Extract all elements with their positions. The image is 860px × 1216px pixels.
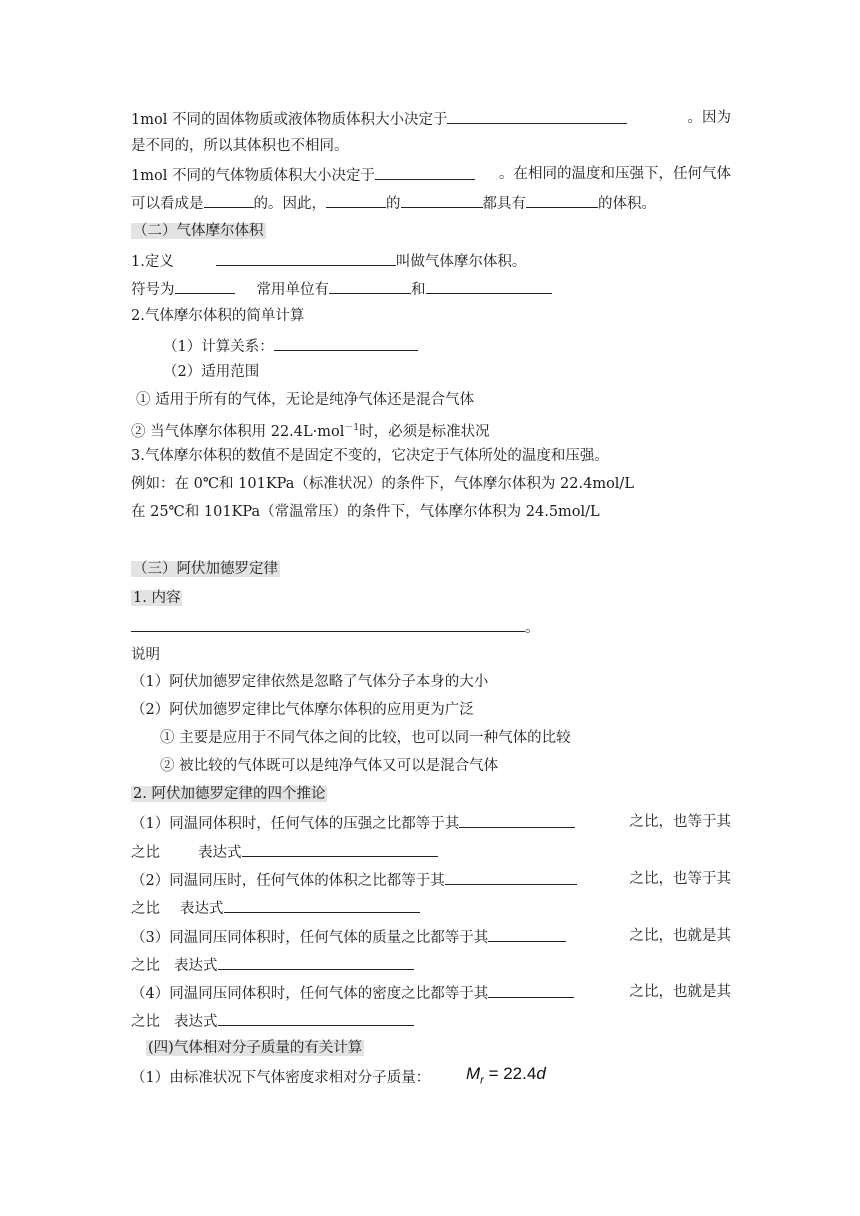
text: 表达式	[198, 845, 242, 861]
line-inference-4-expr	[131, 1010, 731, 1032]
text: 3.气体摩尔体积的数值不是固定不变的，它决定于气体所处的温度和压强。	[131, 448, 609, 464]
text: ① 主要是应用于不同气体之间的比较，也可以同一种气体的比较	[160, 730, 571, 746]
line-text	[131, 672, 731, 692]
text: 1.定义	[131, 254, 174, 270]
line-content-blank	[131, 616, 731, 638]
line-inference-2	[131, 869, 731, 891]
text: 。在相同的温度和压强下，任何气体	[499, 166, 731, 182]
line-solid-volume	[131, 108, 731, 130]
text: （2）阿伏加德罗定律比气体摩尔体积的应用更为广泛	[131, 702, 474, 718]
line-text	[131, 446, 731, 466]
line-definition	[131, 250, 731, 272]
line-inference-4	[131, 982, 731, 1004]
fill-blank[interactable]	[329, 278, 411, 294]
text: 之比	[131, 958, 160, 974]
line-text	[160, 728, 760, 748]
fill-blank[interactable]	[488, 926, 566, 942]
text: 1mol 不同的固体物质或液体物质体积大小决定于	[131, 112, 448, 128]
line-inference-1	[131, 812, 731, 834]
text: 符号为	[131, 282, 175, 298]
fill-blank[interactable]	[218, 1010, 414, 1026]
fill-blank[interactable]	[401, 192, 483, 208]
text: （2）同温同压时，任何气体的体积之比都等于其	[131, 873, 445, 889]
text: （1）由标准状况下气体密度求相对分子质量：	[131, 1070, 431, 1086]
text: 叫做气体摩尔体积。	[395, 254, 527, 270]
text: ② 被比较的气体既可以是纯净气体又可以是混合气体	[160, 758, 499, 774]
text: （1）阿伏加德罗定律依然是忽略了气体分子本身的大小	[131, 674, 489, 690]
section-heading	[131, 559, 731, 579]
formula-number: = 22.4	[483, 1064, 537, 1083]
fill-blank[interactable]	[131, 616, 525, 632]
text: 的。因此，	[253, 196, 326, 212]
line-text	[131, 1068, 731, 1088]
text: 之比，也就是其	[629, 928, 731, 944]
line-calc-relation	[163, 335, 763, 357]
formula-symbol: M	[466, 1064, 481, 1083]
line-text	[131, 474, 731, 494]
formula-mr	[466, 1064, 546, 1086]
text: 的体积。	[598, 196, 656, 212]
line-text	[131, 306, 731, 326]
fill-blank[interactable]	[204, 192, 254, 208]
text: 。因为	[687, 110, 731, 126]
text: （4）同温同压同体积时，任何气体的密度之比都等于其	[131, 986, 489, 1002]
text: 之比	[131, 845, 160, 861]
line-inference-1-expr	[131, 841, 731, 863]
text: 在 25℃和 101KPa（常温常压）的条件下，气体摩尔体积为 24.5mol/L	[131, 504, 600, 520]
text: 例如：在 0℃和 101KPa（标准状况）的条件下，气体摩尔体积为 22.4mol/L	[131, 476, 634, 492]
line-inference-3	[131, 926, 731, 948]
text: 2.气体摩尔体积的简单计算	[131, 308, 305, 324]
line-inference-title	[131, 784, 731, 804]
line-text	[131, 645, 731, 665]
text: （1）计算关系：	[163, 339, 274, 355]
fill-blank[interactable]	[224, 897, 420, 913]
text: 常用单位有	[256, 282, 329, 298]
line-text	[131, 192, 731, 214]
fill-blank[interactable]	[459, 812, 575, 828]
text: 可以看成是	[131, 196, 204, 212]
line-text	[131, 502, 731, 522]
heading-text: （二）气体摩尔体积	[133, 223, 264, 239]
fill-blank[interactable]	[218, 954, 414, 970]
line-gas-volume	[131, 164, 731, 186]
line-text	[160, 756, 760, 776]
text: ② 当气体摩尔体积用 22.4L·mol	[131, 424, 345, 440]
fill-blank[interactable]	[488, 982, 574, 998]
heading-text: 1. 内容	[133, 590, 181, 606]
text: 之比，也就是其	[629, 984, 731, 1000]
section-heading	[146, 1038, 746, 1058]
line-text	[131, 700, 731, 720]
line-inference-2-expr	[131, 897, 731, 919]
text: 。	[525, 620, 540, 636]
superscript: －1	[344, 423, 360, 433]
text: 的	[386, 196, 401, 212]
fill-blank[interactable]	[445, 869, 577, 885]
text: （2）适用范围	[163, 364, 260, 380]
fill-blank[interactable]	[216, 250, 396, 266]
text: 表达式	[174, 958, 218, 974]
text: （3）同温同压同体积时，任何气体的质量之比都等于其	[131, 930, 489, 946]
heading-text: （三）阿伏加德罗定律	[133, 561, 278, 577]
text: 和	[411, 282, 426, 298]
heading-text: 2. 阿伏加德罗定律的四个推论	[133, 786, 326, 802]
fill-blank[interactable]	[326, 192, 386, 208]
line-inference-3-expr	[131, 954, 731, 976]
line-text	[136, 390, 736, 410]
text: 1mol 不同的气体物质体积大小决定于	[131, 168, 375, 184]
text: 之比	[131, 1014, 160, 1030]
section-heading	[131, 221, 731, 241]
fill-blank[interactable]	[242, 841, 438, 857]
text: 是不同的，所以其体积也不相同。	[131, 138, 349, 154]
text: 之比，也等于其	[629, 871, 731, 887]
text: 之比	[131, 901, 160, 917]
fill-blank[interactable]	[175, 278, 235, 294]
formula-subscript: r	[480, 1074, 484, 1087]
fill-blank[interactable]	[426, 278, 552, 294]
text: （1）同温同体积时，任何气体的压强之比都等于其	[131, 816, 460, 832]
line-content	[131, 588, 731, 608]
line-symbol	[131, 278, 731, 300]
line-text	[163, 362, 763, 382]
text: 之比，也等于其	[629, 814, 731, 830]
fill-blank[interactable]	[274, 335, 418, 351]
text: 表达式	[180, 901, 224, 917]
heading-text: (四)气体相对分子质量的有关计算	[148, 1040, 363, 1056]
fill-blank[interactable]	[526, 192, 598, 208]
text: ① 适用于所有的气体，无论是纯净气体还是混合气体	[136, 392, 475, 408]
line-text	[131, 418, 731, 442]
formula-variable: d	[536, 1064, 546, 1083]
text: 时，必须是标准状况	[359, 424, 490, 440]
fill-blank[interactable]	[447, 108, 627, 124]
fill-blank[interactable]	[375, 164, 475, 180]
text: 说明	[131, 647, 160, 663]
text: 表达式	[174, 1014, 218, 1030]
text: 都具有	[482, 196, 526, 212]
line-text	[131, 136, 731, 156]
